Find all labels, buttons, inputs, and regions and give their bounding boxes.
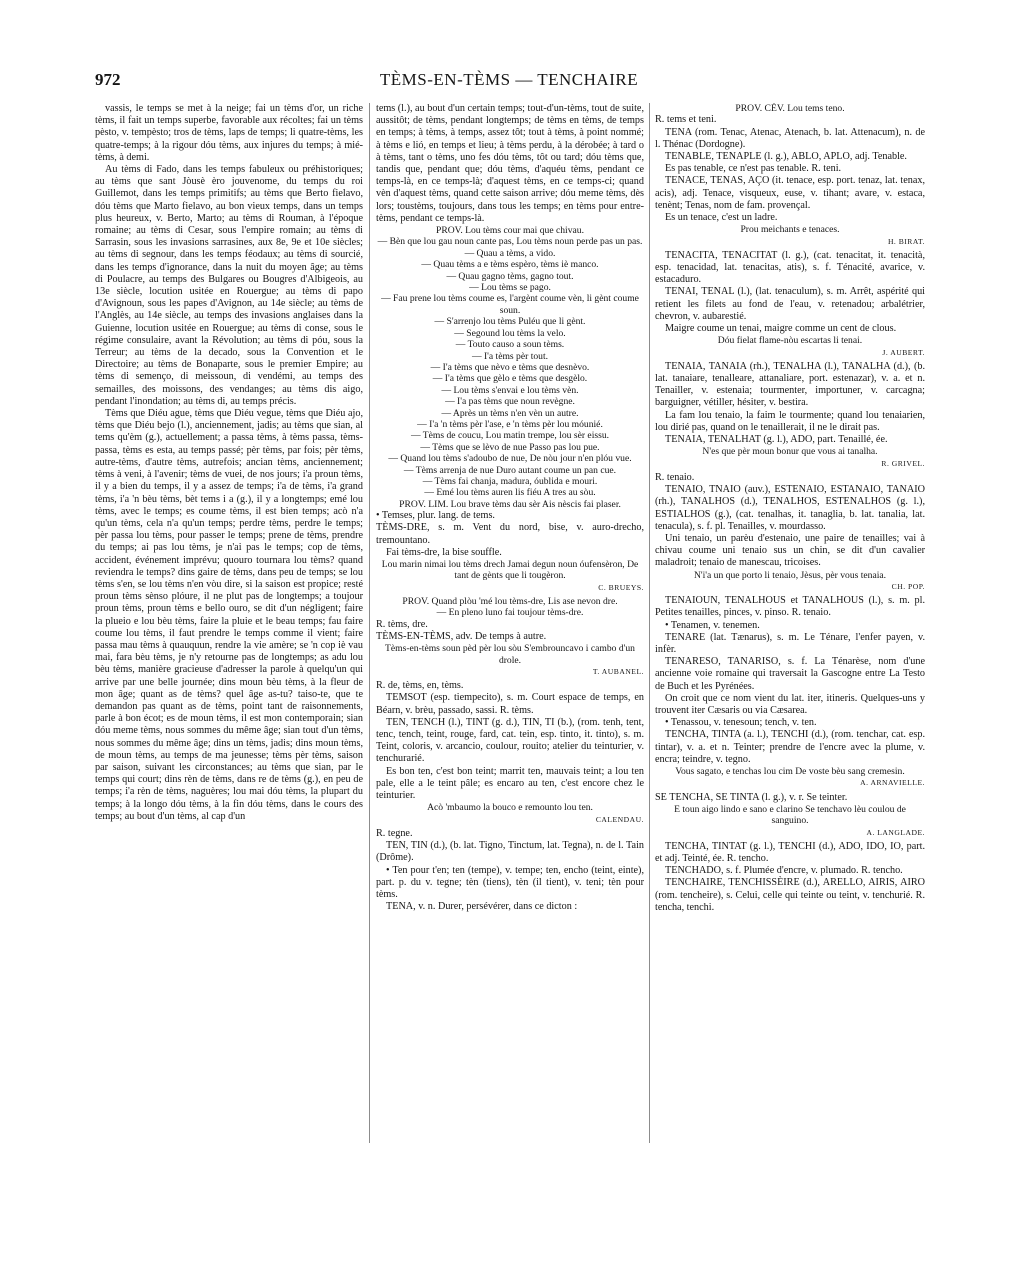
text-column-1 [95, 103, 363, 1268]
quoted-verse: — En pleno luno fai toujour tèms-dre. [436, 607, 584, 619]
entry-paragraph: TENA, v. n. Durer, persévérer, dans ce dicton : [386, 901, 578, 913]
entry-paragraph: TENARESO, TANARISO, s. f. La Ténarèse, nom d'une ancienne voie romaine qui traversait la Gascogne entre La Testo de Buch et les Pyrénées. [655, 656, 925, 692]
entry-paragraph: TENABLE, TENAPLE (l. g.), ABLO, APLO, adj. Tenable. [665, 151, 907, 163]
page-number: 972 [95, 70, 121, 89]
cross-reference: R. tegne. [376, 827, 413, 839]
quote-attribution: C. BRUEYS. [598, 582, 644, 592]
entry-paragraph: Tèms que Diéu ague, tèms que Diéu vegue, tèms que Diéu ajo, tèms que Diéu bejo (l.), anciennement, jadis; au tèms que sian, al tems qu'èm (g.), actuellement; a passa tèms, à tèms passa, tèms-passa, tèms es esta, au temps passé; pèr tèms, par fois; pèr tèms, autre-tèms, d'autre tèms, autrefois; ancian tèms, anciennement; tèms à veni, à l'avenir; tèms de vuei, de nos jours; i'a proun tèms, il y a bien du temps, il y a assez de temps; i'a de tèms, i'a grand tèms, i'a 'n bèu tèms, bèt tems i a (g.), il y a longtemps; emé lou tèms, avec le temps; es coume tèms, il est bien temps; acò n'a qu'un tèms, cela n'a qu'un temps; perdre tèms, perdre le temps; pèr passa lou tèms, pour passer le temps; prene de tèms, prendre du temps; ai pas lou tèms, je n'ai pas le temps; cop de tèms, accident, événement imprévu; quouro tournara lou tèms? quand reviendra le temps? dins gaire de tèms, dans peu de temps; se lou tèms s'en, se lou tèms n'en vòu dire, si la saison est propice; resté proun tèms sènso plóure, il ne plut pas de longtemps; a toujour proun tèms, proun tèms e bello ouro, se dit d'un négligent; faire la plueio e lou bèu tèms, faire la pluie et le beau temps; fau faire coume lou tèms, il faut prendre le temps comme il vient; faire passa mau tèms à quauquun, rendre la vie amère; se 'n cop iè vau mai, fara bèu tèms, je n'y retourne pas de longtemps; as adu lou bèu tèms, manière gracieuse d'adresser la parole à quelqu'un qui arrive par une belle journée; dins moun bèu tèms, à la fleur de mon âge; quant as de tèms? quel âge as-tu? taiso-te, que te demandon pas quant as de tèms, point tant de raisonnements, parle à bon écot; es de moun tèms, il est mon contemporain; sian dóu meme tèms, nous sommes du même âge; sian tout d'un tèms, nous sommes du même âge; dins un tèms, jadis; dins moun tèms, de moun tèms, au temps de ma jeunesse; tèms pèr tèms, saison par saison, suivant les circonstances; au tèms que sian, par le temps qui court; dins rèn de tèms, dans re de tèms (g.), en peu de temps; i'a rèn de tèms, naguères; lou mai dóu tèms, la plupart du temps; à la longo dóu tèms, à la fin dóu tèms, dans le cours des temps; au bout d'un tèms, al cap d'un [95, 408, 363, 822]
entry-paragraph: TEN, TENCH (l.), TINT (g. d.), TIN, TI (b.), (rom. tenh, tent, tenc, tench, teint, rouge, fard, cat. tein, esp. tinto, it. tinto), s. m. Teint, coloris, v. arcancio, coulour, rouito; atelier du teinturier, v. tenchurarié. [376, 716, 644, 765]
entry-paragraph: TENCHA, TINTAT (g. l.), TENCHI (d.), ADO, IDO, IO, part. et adj. Teinté, ée. R. tencho. [655, 840, 925, 865]
entry-paragraph: Maigre coume un tenai, maigre comme un cent de clous. [665, 323, 897, 335]
quoted-verse: — Bèn que lou gau noun cante pas, Lou tèms noun perde pas un pas. [377, 236, 643, 248]
entry-paragraph: TÈMS-DRE, s. m. Vent du nord, bise, v. auro-drecho, tremountano. [376, 522, 644, 546]
quote-attribution: R. GRIVEL. [881, 458, 925, 468]
quoted-verse: — Quau gagno tèms, gagno tout. [446, 270, 574, 282]
quoted-verse: — Emé lou tèms auren lis fiéu A tres au sòu. [424, 487, 596, 499]
quoted-verse: — Tèms arrenja de nue Duro autant coume un pan cue. [403, 464, 617, 476]
entry-paragraph: TEN, TIN (d.), (b. lat. Tigno, Tinctum, lat. Tegna), n. de l. Tain (Drôme). [376, 840, 644, 864]
entry-paragraph: TENAIOUN, TENALHOUS et TANALHOUS (l.), s. m. pl. Petites tenailles, pinces, v. pinso. R. tenaio. [655, 595, 925, 619]
quoted-verse: Acò 'mbaumo la bouco e remounto lou ten. [427, 802, 593, 814]
entry-paragraph: TENAI, TENAL (l.), (lat. tenaculum), s. m. Arrêt, aspérité qui retient les filets au fond de l'eau, v. retenadou; arbalétrier, chevron, v. aubarestié. [655, 286, 925, 322]
entry-paragraph: TENARE (lat. Tænarus), s. m. Le Ténare, l'enfer payen, v. infèr. [655, 631, 925, 655]
entry-paragraph: TENCHA, TINTA (a. l.), TENCHI (d.), (rom. tenchar, cat. esp. tintar), v. a. et n. Teinter; prendre de l'encre avec la plume, v. encra; teindre, v. tegno. [655, 729, 925, 765]
quoted-verse: Tèms-en-tèms soun pèd pèr lou sòu S'embrouncavo i cambo d'un drole. [385, 643, 635, 666]
entry-paragraph: TENAIO, TNAIO (auv.), ESTENAIO, ESTANAIO, TANAIO (rh.), TANALHOS (d.), TENALHOS, ESTENALHOS (g. l.), ESTIALHOS (g.), (cat. tenalhas, it. tanaglia, b. lat. tanalia, lat. tenacula), s. f. pl. Tenailles, v. mourdasso. [655, 484, 925, 532]
entry-paragraph: Fai tèms-dre, la bise souffle. [386, 546, 502, 558]
quoted-verse: PROV. CÉV. Lou tems teno. [735, 103, 845, 114]
entry-paragraph: TENAIA, TANAIA (rh.), TENALHA (l.), TANALHA (d.), (b. lat. tanaiare, tenalleare, attanaliare, port. estenazar), v. a. et n. Tenailler, v. estenaia; tourmenter, importuner, v. carcagna; barguigner, vétiller, hésiter, v. bestira. [655, 360, 925, 409]
quote-attribution: A. LANGLADE. [866, 827, 925, 837]
quote-attribution: CALENDAU. [595, 814, 644, 824]
quoted-verse: — I'a 'n tèms pèr l'ase, e 'n tèms pèr lou móunié. [417, 418, 603, 430]
entry-paragraph: TENACITA, TENACITAT (l. g.), (cat. tenacitat, it. tenacità, esp. tenacidad, lat. tenacitas, atis), s. f. Ténacité, avarice, v. estacaduro. [655, 249, 925, 286]
entry-paragraph: TÈMS-EN-TÈMS, adv. De temps à autre. [376, 631, 547, 643]
quote-attribution: J. AUBERT. [882, 347, 925, 357]
cross-reference: R. de, tèms, en, tèms. [376, 680, 464, 692]
cross-reference: R. tenaio. [655, 471, 695, 483]
entry-paragraph: vassis, le temps se met à la neige; fai un tèms d'or, un riche tèms, il fait un temps superbe, favorable aux récoltes; fai un tèms pèsto, v. tempèsto; tros de tèms, laps de temps; li quatre-tèms, les quatre-temps; à la rigour dóu tèms, aux injures du temps; à mié-tèms, à demi. [95, 103, 363, 163]
quoted-verse: — I'a tèms pèr tout. [471, 350, 549, 362]
column-divider [369, 103, 370, 1143]
entry-paragraph: • Tenassou, v. tenesoun; tench, v. ten. [665, 717, 817, 729]
running-title: TÈMS-EN-TÈMS — TENCHAIRE [379, 70, 639, 89]
entry-paragraph: tems (l.), au bout d'un certain temps; tout-d'un-tèms, tout de suite, aussitôt; de tèms, pendant longtemps; de tèms en tèms, de temps en temps; à tèms, à temps, assez tôt; tout à tèms, à point nommé; à tèms e lió, en temps et lieu; à tèms perdu, à la dérobée; à tard o à tèms, tant o tèms, uno fes dóu tèms, tôt ou tard; dóu tèms que, tandis que, pendant que; dóu tèms, d'aquéu tèms, pendant ce temps-là, en ce temps-là; d'aquest tèms, en ce temps-ci; quand vèn d'aquest tèms, quand cette saison arrive; dóu meme tèms, dès lors; toustèms, toujours, dans tous les temps; en tèms pour entre-tèms, pendant ce temps-là. [376, 103, 644, 224]
quoted-verse: — Après un tèms n'en vèn un autre. [441, 407, 579, 419]
quoted-verse: Lou marin nimai lou tèms drech Jamai degun noun óufensèron, De tant de gènts que li tougèron. [381, 559, 639, 582]
entry-paragraph: TENACE, TENAS, AÇO (it. tenace, esp. port. tenaz, lat. tenax, acis), adj. Tenace, visqueux, euse, v. tihant; avare, v. estaca, tenènt; Tenas, nom de fam. provençal. [655, 175, 925, 211]
quoted-verse: — Tèms que se lèvo de nue Passo pas lou pue. [420, 441, 600, 453]
quote-attribution: A. ARNAVIELLE. [860, 778, 925, 788]
quoted-verse: N'es que pèr moun bonur que vous ai tanalha. [702, 446, 878, 458]
cross-reference: R. tems et teni. [655, 114, 717, 126]
entry-paragraph: Uni tenaio, un parèu d'estenaio, une paire de tenailles; vai à chivau coume uni tenaio sus un chin, se dit d'un cavalier maladroit; tenaio de manescau, tricoises. [655, 532, 925, 569]
text-column-3 [655, 103, 925, 1268]
entry-paragraph: TENCHADO, s. f. Plumée d'encre, v. plumado. R. tencho. [665, 865, 903, 877]
quote-attribution: CH. POP. [891, 581, 925, 591]
quoted-verse: — Touto causo a soun tèms. [455, 339, 565, 351]
entry-paragraph: • Temses, plur. lang. de tems. [376, 510, 495, 522]
page-header [95, 70, 923, 96]
entry-paragraph: Au tèms di Fado, dans les temps fabuleux ou préhistoriques; au tèms que sant Jòusè èro jouvenome, du temps du roi Guillemot, dans les temps primitifs; au tèms que Berto fielavo, dóu tèms que Marto fielavo, au bon vieux temps, dans un temps plus heureux, v. Berto, Marto; au tèms di Rouman, à l'époque romaine; au tèms di Cesar, sous l'empire romain; au tèms di Sarrasin, sous les invasions sarrasines, aux 8e, 9e et 10e siècles; au tèms di segnour, dans les temps féodaux; au tèms di sourcié, dans les temps d'ignorance, dans la nuit du moyen âge; au tèms di Poulacre, au temps des Bulgares ou Bougres d'Albigeois, au 13e siècle, locution usitée en Rouergue; au tèms di papo d'Avignoun, sous les papes d'Avignon, au 14e siècle; au tèms de l'Anglès, au 14e siècle, au temps des invasions anglaises dans la Guienne, locution usitée en Rouergue; au tèms di conse, sous le régime consulaire, avant la Révolution; au tèms di póu, sous la Terreur; au tèms de la decado, sous la Convention et le Directoire; au tèms de Bonaparte, sous le premier Empire; au tèms di semenço, di meissoun, di vendémi, au temps des semailles, des moissons, des vendanges; au tèms dis aigo, pendant l'inondation; au tèms di, au temps précis. [95, 164, 363, 407]
quoted-verse: — Quau a tèms, a vido. [464, 247, 556, 259]
quote-attribution: T. AUBANEL. [592, 667, 644, 677]
quoted-verse: N'i'a un que porto li tenaio, Jèsus, pèr vous tenaia. [693, 569, 887, 581]
quoted-verse: — S'arrenjo lou tèms Puléu que li gènt. [434, 316, 586, 328]
entry-paragraph: TENA (rom. Tenac, Atenac, Atenach, b. lat. Attenacum), n. de l. Thénac (Dordogne). [655, 126, 925, 150]
entry-paragraph: Es un tenace, c'est un ladre. [665, 212, 778, 224]
entry-paragraph: TEMSOT (esp. tiempecito), s. m. Court espace de temps, en Béarn, v. brèu, passado, sassi. R. tèms. [376, 692, 644, 716]
quoted-verse: E toun aigo lindo e sano e clarino Se tenchavo lèu coulou de sanguino. [674, 803, 906, 827]
quoted-verse: — I'a pas tèms que noun revègne. [445, 396, 575, 408]
entry-paragraph: TENAIA, TENALHAT (g. l.), ADO, part. Tenaillé, ée. [665, 434, 888, 446]
quoted-verse: Vous sagato, e tenchas lou cim De voste bèu sang cremesin. [675, 765, 905, 777]
quoted-verse: — I'a tèms que gèlo e tèms que desgèlo. [432, 373, 588, 385]
quoted-verse: Dóu fielat flame-nòu escartas li tenai. [717, 335, 863, 347]
entry-paragraph: • Tenamen, v. tenemen. [665, 619, 760, 631]
quoted-verse: — Fau prene lou tèms coume es, l'argènt coume vèn, li gènt coume soun. [381, 293, 639, 316]
quote-attribution: H. BIRAT. [887, 236, 925, 246]
quoted-verse: — Quand lou tèms s'adoubo de nue, De nòu jour n'en plóu vue. [388, 453, 632, 465]
entry-paragraph: TENCHAIRE, TENCHISSÈIRE (d.), ARELLO, AIRIS, AIRO (rom. tencheire), s. Celui, celle qui teinte ou teint, v. tenchurié. R. tencha, tenchi. [655, 877, 925, 913]
quoted-verse: — Tèms fai chanja, madura, óublida e mouri. [422, 475, 598, 487]
entry-paragraph: On croit que ce nom vient du lat. iter, itineris. Quelques-uns y trouvent iter Cæsaris ou via Cæsarea. [655, 692, 925, 716]
entry-paragraph: • Ten pour t'en; ten (tempe), v. tempe; ten, encho (teint, einte), part. p. du v. tegne; tèn (tiens), tèn (il tient), v. teni; tèn pour tèms. [376, 864, 644, 900]
cross-reference: R. tèms, dre. [376, 618, 428, 630]
entry-paragraph: SE TENCHA, SE TINTA (l. g.), v. r. Se teinter. [655, 791, 848, 803]
quoted-verse: — Segound lou tèms la velo. [454, 327, 566, 339]
quoted-verse: PROV. Lou tèms cour mai que chivau. [436, 225, 584, 237]
entry-paragraph: Es pas tenable, ce n'est pas tenable. R. teni. [665, 163, 842, 175]
quoted-verse: — Lou tèms se pago. [469, 282, 551, 294]
text-column-2 [376, 103, 644, 1268]
quoted-verse: — I'a tèms que nèvo e tèms que desnèvo. [430, 361, 590, 373]
quoted-verse: — Lou tèms s'envai e lou tèms vèn. [441, 384, 579, 396]
quoted-verse: — Quau tèms a e tèms espèro, tèms iè manco. [421, 259, 599, 271]
column-divider [649, 103, 650, 1143]
quoted-verse: PROV. LIM. Lou brave tèms dau sèr Ais nèscis fai plaser. [399, 498, 621, 510]
entry-paragraph: La fam lou tenaio, la faim le tourmente; quand lou tenaiarien, lou dirié pas, quand on le tenaillerait, il ne le dirait pas. [655, 409, 925, 433]
quoted-verse: — Tèms de coucu, Lou matin trempe, lou sèr eissu. [410, 430, 610, 442]
quoted-verse: Prou meichants e tenaces. [740, 224, 840, 236]
entry-paragraph: Es bon ten, c'est bon teint; marrit ten, mauvais teint; a lou ten pale, elle a le teint pâle; es encaro au ten, c'est encore chez le teinturier. [376, 765, 644, 802]
quoted-verse: PROV. Quand plòu 'mé lou tèms-dre, Lis ase nevon dre. [402, 596, 618, 608]
